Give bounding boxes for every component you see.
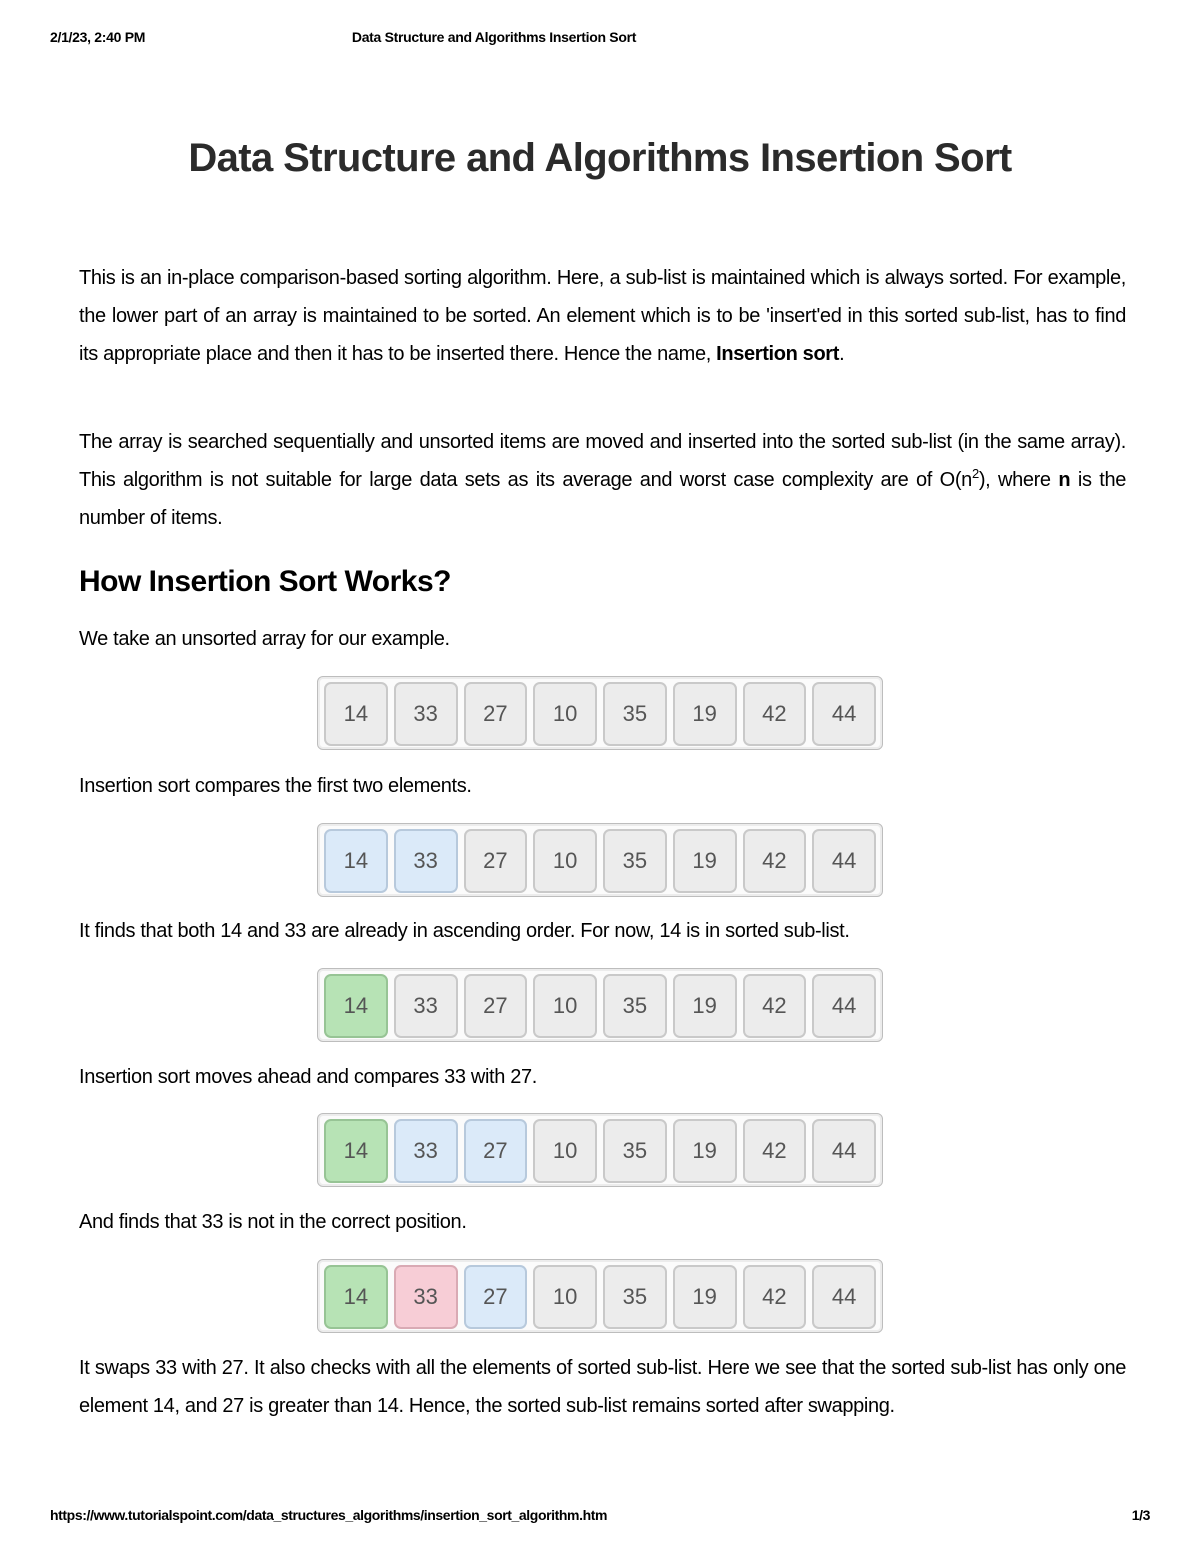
array-cell: 44 xyxy=(812,682,876,746)
array-cell: 42 xyxy=(743,829,807,893)
array-cell: 19 xyxy=(673,1265,737,1329)
array-cell: 33 xyxy=(394,1265,458,1329)
array-cell: 10 xyxy=(533,1119,597,1183)
intro-p2-bold: n xyxy=(1058,469,1071,491)
array-cell: 33 xyxy=(394,829,458,893)
section-heading: How Insertion Sort Works? xyxy=(79,565,451,598)
array-cell: 42 xyxy=(743,1119,807,1183)
intro-p2-text: The array is searched sequentially and unsorted items are moved and inserted into the sorted sub-list (in the same array). This algorithm is not suitable for large data sets as its average and worst case complexity are of O(n xyxy=(79,431,1126,491)
step-3-caption: It finds that both 14 and 33 are already in ascending order. For now, 14 is in sorted sub-list. xyxy=(79,920,850,942)
array-cell: 44 xyxy=(812,1265,876,1329)
array-step-3 xyxy=(317,968,883,1042)
array-cell: 27 xyxy=(464,1265,528,1329)
array-cell: 14 xyxy=(324,682,388,746)
intro-p1-text: This is an in-place comparison-based sorting algorithm. Here, a sub-list is maintained which is always sorted. For example, the lower part of an array is maintained to be sorted. An element which is to be 'insert'ed in this sorted sub-list, has to find its appropriate place and then it has to be inserted there. Hence the name, xyxy=(79,267,1126,365)
array-cell: 19 xyxy=(673,829,737,893)
array-cell: 35 xyxy=(603,974,667,1038)
print-doc-title: Data Structure and Algorithms Insertion Sort xyxy=(351,29,637,45)
array-step-2 xyxy=(317,823,883,897)
array-cell: 27 xyxy=(464,974,528,1038)
array-step-5 xyxy=(317,1259,883,1333)
array-cell: 27 xyxy=(464,1119,528,1183)
array-cell: 19 xyxy=(673,682,737,746)
array-cell: 35 xyxy=(603,1119,667,1183)
array-cell: 14 xyxy=(324,1265,388,1329)
step-5-caption: And finds that 33 is not in the correct position. xyxy=(79,1211,467,1233)
array-cell: 27 xyxy=(464,829,528,893)
page-number: 1/3 xyxy=(1131,1507,1150,1523)
step-1-caption: We take an unsorted array for our example. xyxy=(79,628,450,650)
intro-p2-tail: is the number of items. xyxy=(79,469,1127,529)
array-cell: 14 xyxy=(324,1119,388,1183)
step-2-caption: Insertion sort compares the first two elements. xyxy=(79,775,472,797)
array-cell: 14 xyxy=(324,974,388,1038)
step-4-caption: Insertion sort moves ahead and compares 33 with 27. xyxy=(79,1066,537,1088)
array-cell: 14 xyxy=(324,829,388,893)
array-cell: 42 xyxy=(743,682,807,746)
intro-paragraph-2 xyxy=(79,423,1126,537)
array-cell: 19 xyxy=(673,1119,737,1183)
intro-paragraph-1 xyxy=(79,259,1126,373)
array-cell: 10 xyxy=(533,974,597,1038)
array-cell: 10 xyxy=(533,682,597,746)
array-cell: 42 xyxy=(743,974,807,1038)
print-date: 2/1/23, 2:40 PM xyxy=(50,29,146,45)
array-cell: 33 xyxy=(394,1119,458,1183)
array-cell: 10 xyxy=(533,829,597,893)
intro-p2-end: ), where xyxy=(978,469,1059,491)
array-cell: 44 xyxy=(812,974,876,1038)
array-cell: 44 xyxy=(812,1119,876,1183)
intro-p1-bold: Insertion sort xyxy=(716,343,840,365)
page-title: Data Structure and Algorithms Insertion Sort xyxy=(188,136,1012,180)
array-cell: 35 xyxy=(603,829,667,893)
closing-paragraph xyxy=(79,1349,1126,1425)
array-cell: 27 xyxy=(464,682,528,746)
array-cell: 19 xyxy=(673,974,737,1038)
closing-text: It swaps 33 with 27. It also checks with all the elements of sorted sub-list. Here we see that the sorted sub-list has only one element 14, and 27 is greater than 14. Hence, the sorted sub-list remains sorted after swapping. xyxy=(79,1357,1126,1417)
intro-p2-sup: 2 xyxy=(971,466,979,481)
print-footer xyxy=(50,1507,1150,1527)
array-step-4 xyxy=(317,1113,883,1187)
array-cell: 44 xyxy=(812,829,876,893)
array-cell: 10 xyxy=(533,1265,597,1329)
print-header xyxy=(50,29,1150,49)
array-cell: 33 xyxy=(394,682,458,746)
array-cell: 42 xyxy=(743,1265,807,1329)
array-cell: 35 xyxy=(603,682,667,746)
source-url[interactable]: https://www.tutorialspoint.com/data_structures_algorithms/insertion_sort_algorithm.htm xyxy=(50,1507,608,1523)
array-cell: 35 xyxy=(603,1265,667,1329)
array-step-1 xyxy=(317,676,883,750)
array-cell: 33 xyxy=(394,974,458,1038)
intro-p1-end: . xyxy=(839,343,845,365)
